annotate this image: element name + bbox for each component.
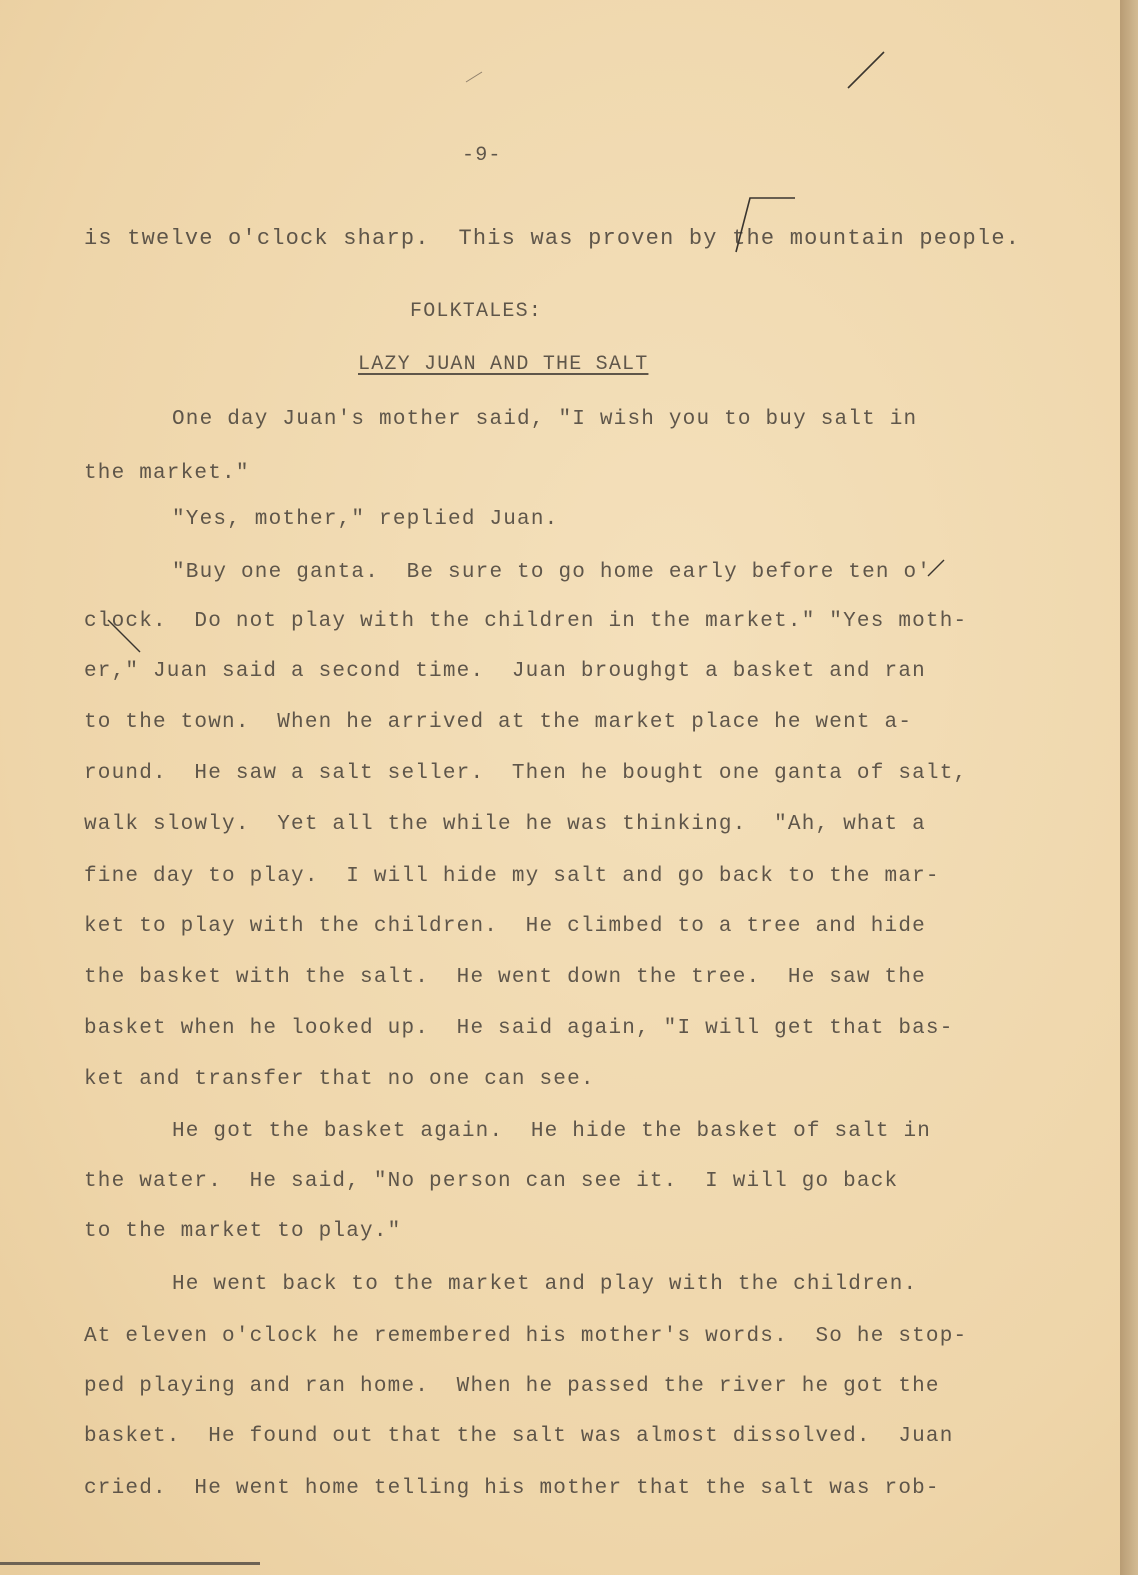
body-line: "Yes, mother," replied Juan.	[172, 508, 559, 531]
body-line: "Buy one ganta. Be sure to go home early before ten o'	[172, 561, 932, 584]
body-line: er," Juan said a second time. Juan broughgt a basket and ran	[84, 660, 926, 683]
body-line: He got the basket again. He hide the basket of salt in	[172, 1120, 932, 1143]
body-line: basket when he looked up. He said again, "I will get that bas-	[84, 1017, 954, 1040]
body-line: to the market to play."	[84, 1220, 402, 1243]
body-line: clock. Do not play with the children in the market." "Yes moth-	[84, 610, 968, 633]
body-line-continuation: is twelve o'clock sharp. This was proven by the mountain people.	[84, 226, 1021, 251]
body-line: He went back to the market and play with the children.	[172, 1273, 918, 1296]
pen-tick-top-right	[848, 52, 884, 88]
footer-stamp-line	[0, 1562, 260, 1565]
body-line: round. He saw a salt seller. Then he bought one ganta of salt,	[84, 762, 968, 785]
body-line: ket and transfer that no one can see.	[84, 1068, 595, 1091]
body-line: the market."	[84, 462, 250, 485]
body-line: fine day to play. I will hide my salt and go back to the mar-	[84, 865, 940, 888]
page-edge	[1120, 0, 1138, 1575]
pen-faint-mark	[466, 72, 482, 82]
body-line: cried. He went home telling his mother that the salt was rob-	[84, 1477, 940, 1500]
page-number: -9-	[462, 144, 502, 167]
body-line: the basket with the salt. He went down the tree. He saw the	[84, 966, 926, 989]
body-line: At eleven o'clock he remembered his mother's words. So he stop-	[84, 1325, 968, 1348]
section-heading: FOLKTALES:	[410, 300, 543, 323]
body-line: One day Juan's mother said, "I wish you to buy salt in	[172, 408, 918, 431]
body-line: walk slowly. Yet all the while he was thinking. "Ah, what a	[84, 813, 926, 836]
body-line: ket to play with the children. He climbed to a tree and hide	[84, 915, 926, 938]
body-line: to the town. When he arrived at the market place he went a-	[84, 711, 913, 734]
body-line: the water. He said, "No person can see it. I will go back	[84, 1170, 899, 1193]
body-line: basket. He found out that the salt was almost dissolved. Juan	[84, 1425, 954, 1448]
body-line: ped playing and ran home. When he passed the river he got the	[84, 1375, 940, 1398]
story-title: LAZY JUAN AND THE SALT	[358, 353, 649, 376]
